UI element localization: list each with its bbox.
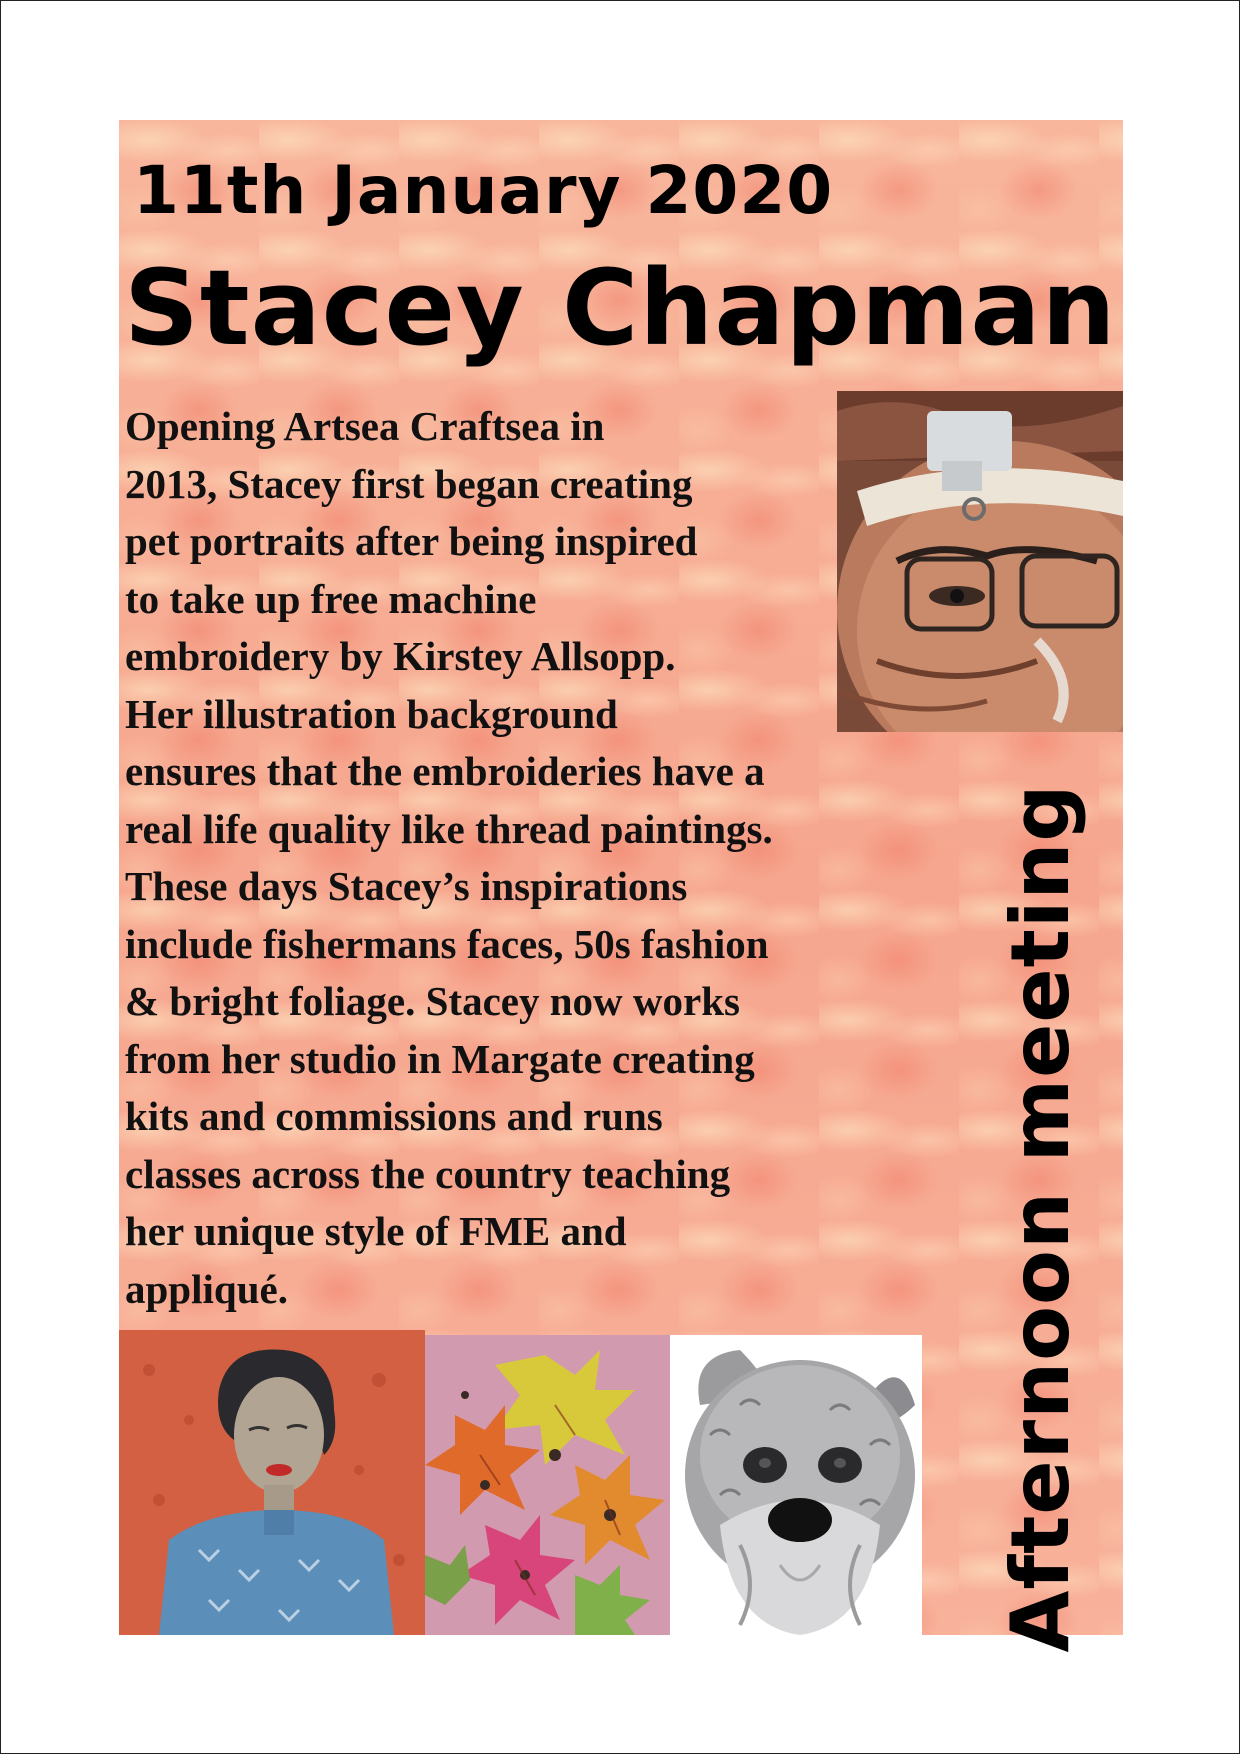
- bio-line: from her studio in Margate creating: [125, 1035, 755, 1082]
- bio-line: to take up free machine: [125, 575, 537, 622]
- bio-line: kits and commissions and runs: [125, 1093, 663, 1139]
- bio-line: Opening Artsea Craftsea in: [125, 403, 605, 449]
- bio-line: pet portraits after being inspired: [125, 518, 698, 564]
- meeting-label-wrap: [994, 782, 1087, 1653]
- bio-line: These days Stacey’s inspirations: [125, 863, 688, 909]
- bio-line: classes across the country teaching: [125, 1150, 731, 1197]
- bio-line: embroidery by Kirstey Allsopp.: [125, 633, 676, 679]
- meeting-label: Afternoon meeting: [994, 782, 1087, 1653]
- event-date: 11th January 2020: [133, 152, 834, 229]
- embroidered-dog-photo: [670, 1335, 922, 1635]
- bio-line: Her illustration background: [125, 690, 618, 737]
- embroidered-face-photo: [837, 391, 1123, 732]
- bio-line: ensures that the embroideries have a: [125, 748, 765, 794]
- bio-line: real life quality like thread paintings.: [125, 805, 773, 852]
- speaker-bio: [125, 398, 925, 1318]
- bio-line: include fishermans faces, 50s fashion: [125, 920, 769, 967]
- bio-line: & bright foliage. Stacey now works: [125, 978, 740, 1024]
- embroidered-woman-photo: [119, 1330, 425, 1635]
- speaker-name: Stacey Chapman: [124, 247, 1117, 369]
- bio-line: 2013, Stacey first began creating: [125, 460, 693, 507]
- bio-line: appliqué.: [125, 1265, 288, 1312]
- embroidered-leaves-photo: [425, 1335, 670, 1635]
- bio-line: her unique style of FME and: [125, 1208, 627, 1254]
